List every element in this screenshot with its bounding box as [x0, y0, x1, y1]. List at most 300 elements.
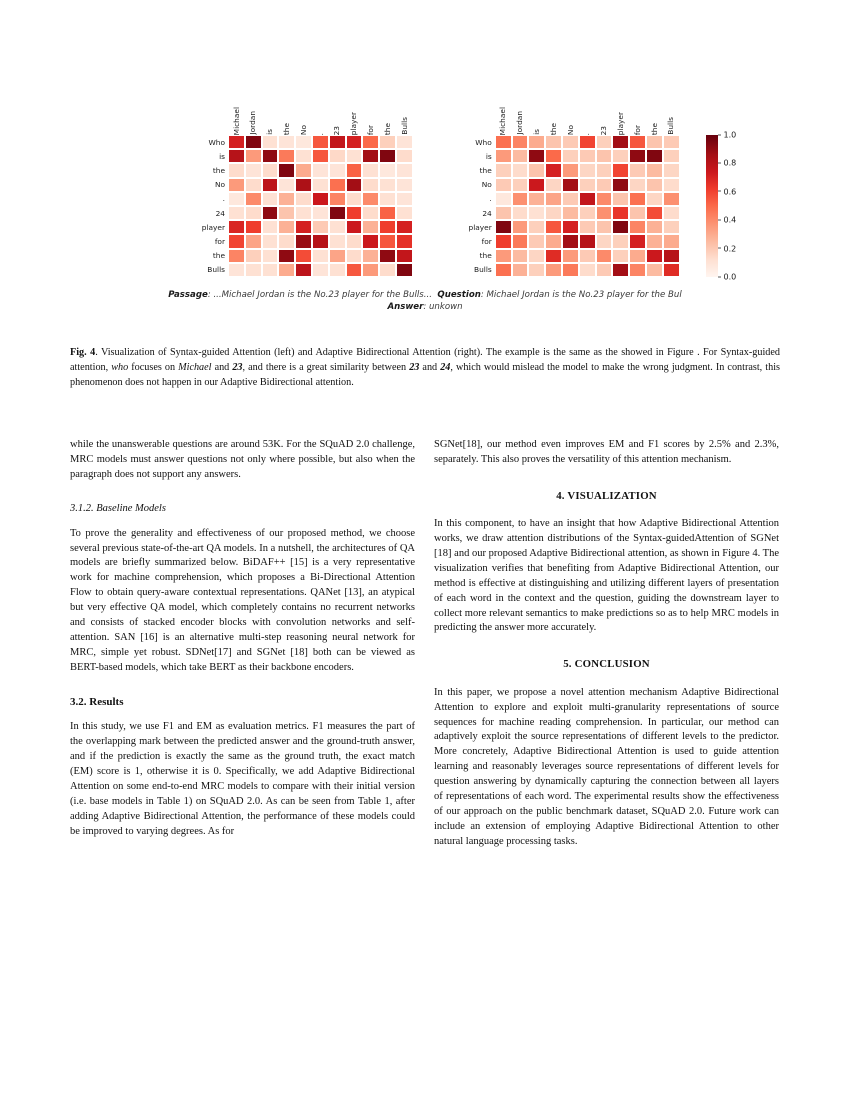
paragraph-sgnet-improvements: SGNet[18], our method even improves EM and F1 scores by 2.5% and 2.3%, separately. This also proves the versatility of this attention mechanism. — [434, 439, 779, 465]
heatmap-cell — [545, 220, 562, 234]
heatmap-cell — [528, 163, 545, 177]
heatmap-cell — [612, 135, 629, 149]
heatmap-cell — [612, 220, 629, 234]
heatmap-cell — [562, 249, 579, 263]
heatmap-cell — [295, 163, 312, 177]
heatmap-row-label: No — [214, 180, 225, 190]
heatmap-cell — [262, 234, 279, 248]
heatmap-cell — [646, 220, 663, 234]
heatmaps-row — [70, 90, 780, 282]
heatmap-col-label: the — [649, 122, 659, 135]
heatmap-cell — [596, 249, 613, 263]
heatmap-cell — [346, 206, 363, 220]
heatmap-cell — [629, 192, 646, 206]
heatmap-cell — [579, 220, 596, 234]
heatmap-cell — [528, 220, 545, 234]
heatmap-cell — [663, 192, 680, 206]
row-labels-left — [190, 135, 228, 277]
heatmap-cell — [312, 192, 329, 206]
heatmap-cell — [346, 163, 363, 177]
heatmap-cell — [362, 234, 379, 248]
heatmap-cell — [629, 163, 646, 177]
column-labels-left — [228, 90, 413, 135]
heatmap-cell — [295, 249, 312, 263]
heatmap-col-label: Michael — [498, 106, 508, 135]
heatmap-cell — [579, 206, 596, 220]
heatmap-cell — [545, 149, 562, 163]
heatmap-cell — [278, 163, 295, 177]
heatmap-row-label: Who — [208, 137, 225, 147]
heatmap-row-label: is — [219, 151, 225, 161]
heatmap-cell — [512, 163, 529, 177]
heading-5-conclusion: 5. CONCLUSION — [563, 658, 650, 671]
heatmap-cell — [262, 149, 279, 163]
heatmap-cell — [295, 192, 312, 206]
heatmap-matrix-right — [495, 135, 680, 277]
heading-3-1-2-baseline-models: 3.1.2. Baseline Models — [70, 502, 166, 514]
paragraph-baseline-models: To prove the generality and effectiveness of our proposed method, we choose several previous state-of-the-art QA models. In a nutshell, the architectures of QA models are briefly summarized below. BiDAF++ [15] is a very representative work for machine comprehension, which proposes a Bi-Directional Attention Flow to obtain query-aware contextual representations. QANet [13], an atypical but very effective QA model, which completely contains no recurrent networks and consists of stacked encoder blocks with convolution networks and self-attention. SAN [16] is an alternative multi-step reasoning neural network for MRC, simple yet robust. SDNet[17] and SGNet [18] both can be viewed as BERT-based models, which take BERT as their backbone encoders. — [70, 527, 415, 673]
heatmap-col-label: Michael — [231, 106, 241, 135]
heatmap-cell — [396, 192, 413, 206]
heatmap-col-label: No — [298, 124, 308, 135]
heatmap-cell — [379, 249, 396, 263]
heatmap-cell — [612, 178, 629, 192]
heading-4-visualization: 4. VISUALIZATION — [556, 489, 657, 502]
heatmap-cell — [562, 206, 579, 220]
heatmap-cell — [528, 263, 545, 277]
heatmap-cell — [545, 163, 562, 177]
heatmap-cell — [262, 178, 279, 192]
heatmap-panel-right — [457, 90, 680, 277]
heatmap-cell — [329, 206, 346, 220]
heatmap-row-label: No — [481, 180, 492, 190]
column-labels-right — [495, 90, 680, 135]
heatmap-cell — [545, 135, 562, 149]
heatmap-row-label: the — [212, 251, 225, 261]
caption-label: Fig. 4 — [70, 347, 96, 358]
heatmap-cell — [379, 178, 396, 192]
heatmap-panel-left — [190, 90, 413, 277]
heatmap-cell — [596, 220, 613, 234]
heatmap-cell — [528, 192, 545, 206]
paragraph-conclusion: In this paper, we propose a novel attention mechanism Adaptive Bidirectional Attention to explore and exploit multi-granularity representations of source sequences for machine reading comprehension. In particular, our method can adaptively exploit the source representations of different levels to the predictor. More concretely, Adaptive Bidirectional Attention is used to guide attention learning and reasonably leverages source representations of different levels for question answering by dynamically capturing the connection between all layers of representations of each word. The experimental results show the effectiveness of our approach on the public benchmark dataset, SQuAD 2.0. Future work can include an extension of employing Adaptive Bidirectional Attention to other natural language processing tasks. — [434, 686, 779, 847]
heatmap-cell — [629, 178, 646, 192]
heatmap-cell — [379, 149, 396, 163]
heatmap-cell — [629, 263, 646, 277]
paragraph-visualization: In this component, to have an insight that how Adaptive Bidirectional Attention works, we draw attention distributions of the Syntax-guidedAttention of SGNet [18] and our proposed Adaptive Bidirectional attention, as shown in Figure 4. The visualization verifies that benefiting from Adaptive Bidirectional Attention, our method is effective at distinguishing and utilizing different layers of presentation of each word in the context and the question, guiding the downstream layer to collect more relevant semantics to make predictions so as to help MRC models in predicting the answer more accurately. — [434, 518, 779, 634]
heatmap-row-label: . — [489, 194, 492, 204]
heatmap-cell — [295, 220, 312, 234]
caption-text-6: , which would mislead the model to make the wrong judgment. In contrast, this phenomenon does not happen in our Adaptive Bidirectional attention. — [70, 361, 780, 388]
heatmap-cell — [629, 149, 646, 163]
heatmap-cell — [646, 249, 663, 263]
heatmap-cell — [228, 163, 245, 177]
heatmap-row-label: player — [201, 222, 225, 232]
caption-word-michael: Michael — [178, 361, 212, 373]
colorbar-tick-label: 0.4 — [718, 216, 737, 225]
heatmap-row-label: for — [214, 236, 225, 246]
heatmap-col-label: Bulls — [666, 117, 676, 135]
heatmap-cell — [379, 234, 396, 248]
heatmap-cell — [346, 149, 363, 163]
heatmap-cell — [228, 234, 245, 248]
row-labels-right — [457, 135, 495, 277]
heatmap-cell — [278, 263, 295, 277]
heatmap-cell — [396, 206, 413, 220]
heatmap-cell — [346, 234, 363, 248]
heatmap-cell — [545, 192, 562, 206]
heatmap-cell — [512, 263, 529, 277]
heatmap-cell — [245, 234, 262, 248]
colorbar-tick-label: 0.8 — [718, 159, 737, 168]
heatmap-cell — [329, 149, 346, 163]
heatmap-cell — [528, 206, 545, 220]
heatmap-cell — [228, 206, 245, 220]
heatmap-cell — [396, 220, 413, 234]
heatmap-cell — [663, 220, 680, 234]
heatmap-cell — [646, 234, 663, 248]
heatmap-cell — [245, 135, 262, 149]
heatmap-cell — [612, 163, 629, 177]
figure-caption — [70, 346, 780, 390]
heatmap-cell — [262, 192, 279, 206]
question-label: Question — [437, 290, 481, 300]
heatmap-cell — [629, 220, 646, 234]
heatmap-cell — [495, 178, 512, 192]
heatmap-cell — [245, 149, 262, 163]
heatmap-row-label: 24 — [215, 208, 225, 218]
heatmap-cell — [596, 163, 613, 177]
heatmap-cell — [379, 192, 396, 206]
heatmap-cell — [562, 263, 579, 277]
heatmap-row-label: . — [222, 194, 225, 204]
heatmap-cell — [245, 263, 262, 277]
heatmap-cell — [312, 135, 329, 149]
heatmap-row-label: 24 — [482, 208, 492, 218]
heatmap-cell — [663, 234, 680, 248]
heatmap-cell — [245, 163, 262, 177]
colorbar-gradient — [706, 135, 718, 277]
heatmap-cell — [663, 178, 680, 192]
heatmap-cell — [646, 178, 663, 192]
heatmap-cell — [579, 135, 596, 149]
heatmap-cell — [362, 206, 379, 220]
heatmap-cell — [579, 192, 596, 206]
heatmap-cell — [228, 220, 245, 234]
heatmap-cell — [312, 263, 329, 277]
heatmap-cell — [278, 249, 295, 263]
heatmap-cell — [646, 149, 663, 163]
heatmap-cell — [512, 249, 529, 263]
heatmap-cell — [396, 263, 413, 277]
heatmap-cell — [295, 178, 312, 192]
heatmap-cell — [579, 163, 596, 177]
heatmap-col-label: 23 — [332, 125, 342, 135]
heatmap-col-label: the — [548, 122, 558, 135]
figure-passage-caption — [70, 289, 780, 314]
body-column-left — [70, 438, 415, 840]
heatmap-cell — [346, 263, 363, 277]
heatmap-col-label: for — [632, 124, 642, 135]
colorbar-ticks — [718, 130, 754, 282]
heatmap-cell — [646, 263, 663, 277]
caption-text-3: and — [211, 361, 233, 373]
heatmap-cell — [562, 163, 579, 177]
heatmap-cell — [579, 249, 596, 263]
heatmap-cell — [312, 234, 329, 248]
heatmap-cell — [278, 206, 295, 220]
caption-text-1: . Visualization of Syntax-guided Attention (left) and Adaptive Bidirectional Attention (right). The example is the same as the showed in Figure . For Syntax-guided attention, — [70, 347, 780, 373]
heatmap-cell — [596, 192, 613, 206]
heatmap-cell — [612, 149, 629, 163]
heatmap-cell — [495, 234, 512, 248]
heatmap-cell — [262, 206, 279, 220]
heatmap-cell — [396, 234, 413, 248]
heatmap-cell — [312, 249, 329, 263]
heatmap-cell — [245, 249, 262, 263]
caption-num-24: 24 — [440, 361, 451, 373]
heading-3-2-results: 3.2. Results — [70, 695, 124, 708]
heatmap-cell — [528, 249, 545, 263]
heatmap-cell — [362, 220, 379, 234]
heatmap-cell — [545, 206, 562, 220]
heatmap-cell — [495, 192, 512, 206]
heatmap-cell — [663, 163, 680, 177]
caption-text-4: , and there is a great similarity between — [242, 361, 410, 373]
heatmap-cell — [512, 206, 529, 220]
heatmap-cell — [612, 263, 629, 277]
heatmap-cell — [228, 135, 245, 149]
heatmap-row-label: the — [479, 165, 492, 175]
heatmap-cell — [663, 206, 680, 220]
caption-text-5: and — [419, 361, 441, 373]
heatmap-cell — [646, 192, 663, 206]
heatmap-cell — [278, 135, 295, 149]
heatmap-cell — [629, 249, 646, 263]
heatmap-cell — [596, 234, 613, 248]
heatmap-cell — [646, 135, 663, 149]
heatmap-cell — [528, 149, 545, 163]
heatmap-cell — [396, 149, 413, 163]
heatmap-cell — [329, 192, 346, 206]
heatmap-cell — [346, 135, 363, 149]
heatmap-cell — [329, 249, 346, 263]
heatmap-cell — [329, 163, 346, 177]
heatmap-cell — [379, 263, 396, 277]
heatmap-cell — [346, 178, 363, 192]
body-column-right — [434, 438, 779, 850]
heatmap-cell — [228, 249, 245, 263]
heatmap-cell — [379, 220, 396, 234]
heatmap-cell — [278, 178, 295, 192]
heatmap-cell — [295, 149, 312, 163]
heatmap-cell — [495, 135, 512, 149]
caption-num-23b: 23 — [409, 361, 420, 373]
figure-4 — [70, 90, 780, 314]
heatmap-cell — [562, 135, 579, 149]
heatmap-row-label: player — [468, 222, 492, 232]
heatmap-cell — [579, 178, 596, 192]
heatmap-cell — [512, 234, 529, 248]
heatmap-cell — [495, 149, 512, 163]
heatmap-cell — [346, 220, 363, 234]
colorbar-tick-label: 0.6 — [718, 187, 737, 196]
heatmap-col-label: Jordan — [248, 111, 258, 135]
heatmap-cell — [312, 178, 329, 192]
heatmap-cell — [545, 263, 562, 277]
heatmap-cell — [579, 149, 596, 163]
heatmap-row-label: for — [481, 236, 492, 246]
heatmap-cell — [262, 249, 279, 263]
heatmap-row-label: is — [485, 151, 492, 161]
caption-word-who: who — [111, 361, 129, 373]
heatmap-cell — [663, 135, 680, 149]
heatmap-col-label: the — [282, 122, 292, 135]
colorbar — [706, 130, 754, 282]
heatmap-cell — [629, 135, 646, 149]
heatmap-cell — [512, 192, 529, 206]
heatmap-cell — [228, 263, 245, 277]
heatmap-cell — [295, 234, 312, 248]
heatmap-cell — [545, 178, 562, 192]
heatmap-col-label: . — [582, 132, 592, 135]
answer-text: : unkown — [423, 302, 463, 313]
heatmap-cell — [295, 263, 312, 277]
question-text: : Michael Jordan is the No.23 player for the Bul — [480, 290, 682, 300]
heatmap-cell — [596, 178, 613, 192]
heatmap-cell — [562, 220, 579, 234]
heatmap-row-label: Bulls — [207, 265, 225, 275]
caption-num-23: 23 — [232, 361, 243, 373]
heatmap-cell — [245, 206, 262, 220]
heatmap-cell — [245, 220, 262, 234]
heatmap-col-label: is — [532, 129, 542, 135]
heatmap-cell — [228, 149, 245, 163]
heatmap-cell — [278, 149, 295, 163]
heatmap-cell — [512, 135, 529, 149]
heatmap-cell — [646, 163, 663, 177]
heatmap-cell — [295, 206, 312, 220]
heatmap-cell — [312, 206, 329, 220]
heatmap-cell — [663, 249, 680, 263]
heatmap-col-label: . — [315, 132, 325, 135]
heatmap-col-label: the — [382, 122, 392, 135]
heatmap-cell — [245, 192, 262, 206]
heatmap-col-label: 23 — [599, 125, 609, 135]
heatmap-cell — [329, 234, 346, 248]
colorbar-tick-label: 0.0 — [718, 273, 737, 282]
heatmap-cell — [379, 163, 396, 177]
paragraph-results: In this study, we use F1 and EM as evaluation metrics. F1 measures the part of the overlapping mark between the predicted answer and the ground-truth answer, and if the prediction is exactly the same as the ground truth, the exact match (EM) score is 1, otherwise it is 0. Specifically, we add Adaptive Bidirectional Attention on some end-to-end MRC models to compare with their initial version (i.e. base models in Table 1) on SQuAD 2.0. As can be seen from Table 1, after adding Adaptive Bidirectional Attention, the performance of these models could be improved to varying degrees. As for — [70, 721, 415, 837]
heatmap-col-label: player — [349, 111, 359, 135]
heatmap-cell — [579, 263, 596, 277]
heatmap-cell — [495, 163, 512, 177]
heatmap-cell — [629, 206, 646, 220]
heatmap-cell — [596, 263, 613, 277]
heatmap-cell — [346, 192, 363, 206]
heatmap-cell — [228, 178, 245, 192]
heatmap-cell — [596, 135, 613, 149]
heatmap-cell — [262, 220, 279, 234]
heatmap-cell — [362, 149, 379, 163]
heatmap-cell — [396, 249, 413, 263]
heatmap-row-label: the — [212, 165, 225, 175]
heatmap-cell — [346, 249, 363, 263]
colorbar-tick-label: 0.2 — [718, 244, 737, 253]
heatmap-cell — [596, 149, 613, 163]
heatmap-cell — [629, 234, 646, 248]
heatmap-cell — [396, 163, 413, 177]
heatmap-cell — [528, 178, 545, 192]
passage-text: : ...Michael Jordan is the No.23 player for the Bulls... — [207, 290, 432, 300]
heatmap-cell — [362, 163, 379, 177]
heatmap-col-label: Jordan — [515, 111, 525, 135]
paragraph-unanswerable-questions: while the unanswerable questions are around 53K. For the SQuAD 2.0 challenge, MRC models must answer questions not only where possible, but also when the paragraph does not support any answers. — [70, 439, 415, 480]
heatmap-cell — [545, 234, 562, 248]
heatmap-cell — [545, 249, 562, 263]
heatmap-cell — [362, 249, 379, 263]
heatmap-cell — [329, 220, 346, 234]
heatmap-col-label: No — [565, 124, 575, 135]
heatmap-col-label: for — [366, 124, 376, 135]
heatmap-cell — [262, 135, 279, 149]
heatmap-cell — [245, 178, 262, 192]
heatmap-cell — [329, 263, 346, 277]
heatmap-cell — [228, 192, 245, 206]
heatmap-cell — [612, 206, 629, 220]
heatmap-cell — [312, 163, 329, 177]
heatmap-col-label: Bulls — [399, 117, 409, 135]
heatmap-cell — [295, 135, 312, 149]
heatmap-cell — [495, 263, 512, 277]
caption-text-2: focuses on — [128, 361, 179, 373]
heatmap-cell — [362, 178, 379, 192]
heatmap-cell — [495, 220, 512, 234]
heatmap-cell — [278, 192, 295, 206]
heatmap-row-label: Bulls — [474, 265, 492, 275]
heatmap-cell — [612, 192, 629, 206]
heatmap-cell — [579, 234, 596, 248]
heatmap-cell — [596, 206, 613, 220]
heatmap-cell — [528, 135, 545, 149]
heatmap-cell — [528, 234, 545, 248]
heatmap-cell — [379, 135, 396, 149]
heatmap-cell — [663, 263, 680, 277]
heatmap-cell — [329, 135, 346, 149]
heatmap-col-label: is — [265, 129, 275, 135]
heatmap-row-label: Who — [475, 137, 492, 147]
heatmap-cell — [396, 178, 413, 192]
heatmap-cell — [495, 206, 512, 220]
heatmap-cell — [646, 206, 663, 220]
heatmap-cell — [512, 220, 529, 234]
heatmap-cell — [262, 263, 279, 277]
heatmap-row-label: the — [479, 251, 492, 261]
heatmap-cell — [562, 149, 579, 163]
heatmap-cell — [262, 163, 279, 177]
heatmap-cell — [329, 178, 346, 192]
heatmap-cell — [495, 249, 512, 263]
heatmap-cell — [512, 149, 529, 163]
heatmap-cell — [663, 149, 680, 163]
heatmap-cell — [312, 220, 329, 234]
heatmap-cell — [362, 192, 379, 206]
heatmap-cell — [562, 234, 579, 248]
heatmap-cell — [562, 192, 579, 206]
heatmap-cell — [278, 220, 295, 234]
heatmap-cell — [312, 149, 329, 163]
heatmap-cell — [396, 135, 413, 149]
